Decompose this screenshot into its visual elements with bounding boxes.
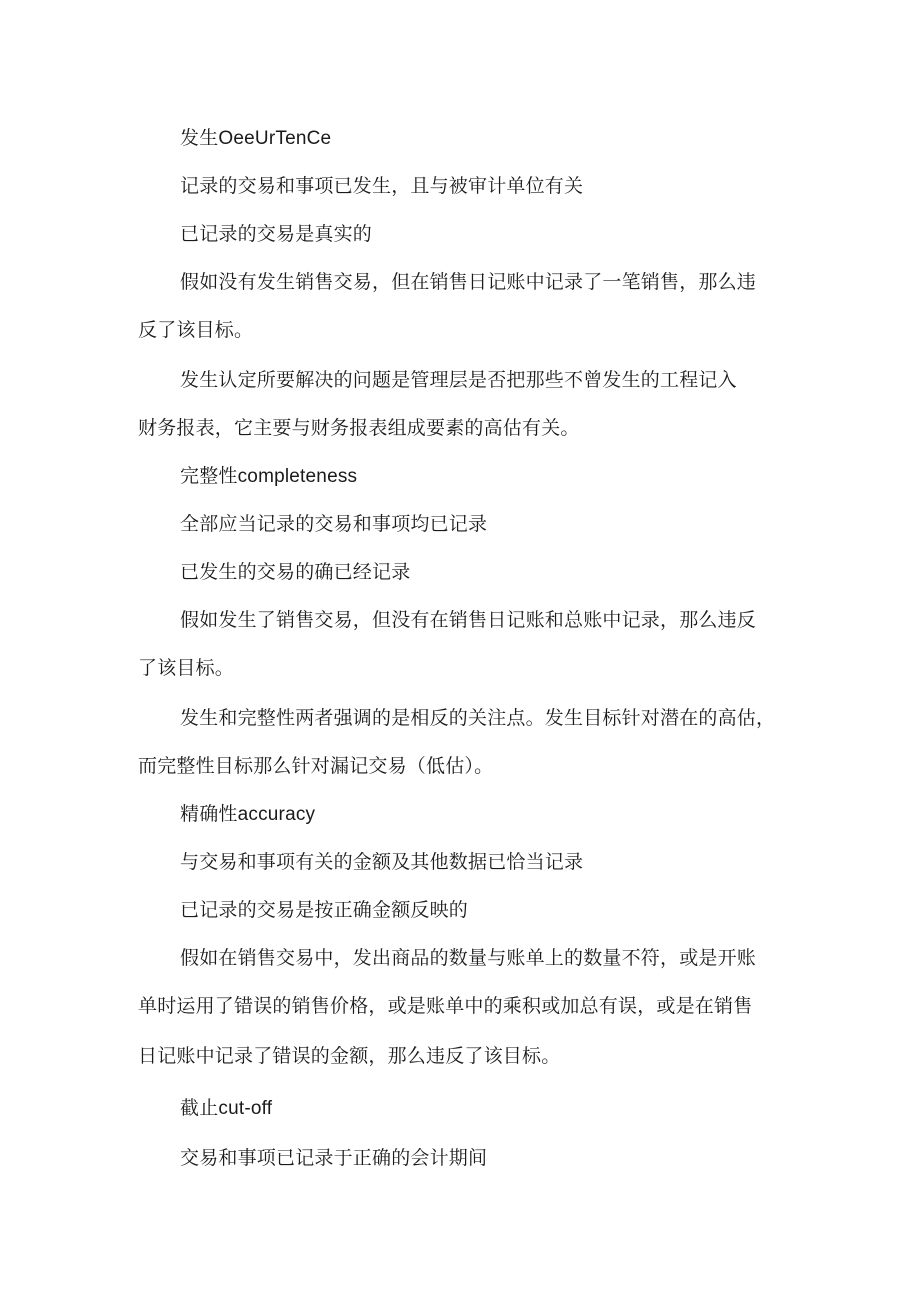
heading-occurrence-cn: 发生 [180, 127, 219, 149]
paragraph-line: 发生和完整性两者强调的是相反的关注点。发生目标针对潜在的高估， [180, 707, 776, 729]
paragraph-line: 交易和事项已记录于正确的会计期间 [180, 1147, 488, 1169]
paragraph-line: 已发生的交易的确已经记录 [180, 561, 411, 583]
paragraph-line: 假如发生了销售交易，但没有在销售日记账和总账中记录，那么违反 [180, 609, 757, 631]
paragraph-line: 单时运用了错误的销售价格，或是账单中的乘积或加总有误，或是在销售 [138, 995, 753, 1017]
paragraph-line: 假如没有发生销售交易，但在销售日记账中记录了一笔销售，那么违 [180, 271, 757, 293]
heading-completeness-en: completeness [237, 466, 358, 487]
heading-cutoff-en: cut-off [218, 1098, 273, 1119]
heading-accuracy [180, 802, 788, 827]
heading-completeness-cn: 完整性 [180, 465, 238, 487]
paragraph-line: 了该目标。 [138, 657, 235, 679]
heading-cutoff-cn: 截止 [180, 1097, 219, 1119]
paragraph-line: 而完整性目标那么针对漏记交易（低估）。 [138, 755, 494, 777]
heading-accuracy-cn: 精确性 [180, 803, 238, 825]
paragraph-line: 与交易和事项有关的金额及其他数据已恰当记录 [180, 851, 584, 873]
heading-completeness [180, 464, 788, 489]
heading-cutoff [180, 1096, 788, 1121]
paragraph-line: 发生认定所要解决的问题是管理层是否把那些不曾发生的工程记入 [180, 369, 737, 391]
paragraph-line: 已记录的交易是真实的 [180, 223, 373, 245]
heading-occurrence-en: OeeUrTenCe [218, 128, 332, 149]
paragraph-line: 假如在销售交易中，发出商品的数量与账单上的数量不符，或是开账 [180, 947, 757, 969]
paragraph-line: 日记账中记录了错误的金额，那么违反了该目标。 [138, 1045, 561, 1067]
paragraph-line: 财务报表，它主要与财务报表组成要素的高估有关。 [138, 417, 580, 439]
heading-accuracy-en: accuracy [237, 804, 316, 825]
paragraph-line: 已记录的交易是按正确金额反映的 [180, 899, 469, 921]
paragraph-line: 反了该目标。 [138, 319, 254, 341]
heading-occurrence [180, 126, 788, 151]
paragraph-line: 记录的交易和事项已发生，且与被审计单位有关 [180, 175, 584, 197]
paragraph-line: 全部应当记录的交易和事项均已记录 [180, 513, 488, 535]
